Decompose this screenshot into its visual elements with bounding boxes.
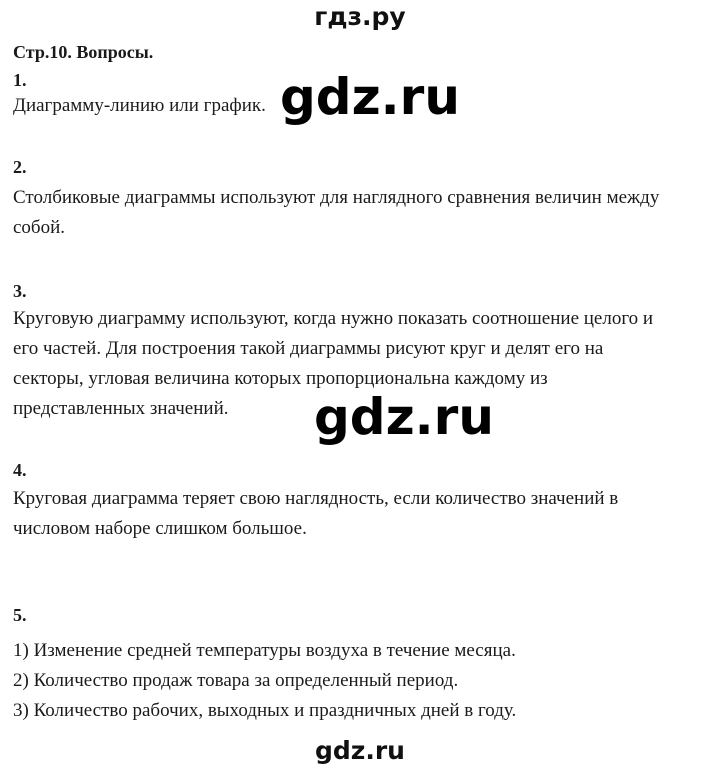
- answer-line: секторы, угловая величина которых пропорциональна каждому из: [13, 368, 548, 389]
- answer-line: собой.: [13, 217, 66, 238]
- question-number-1: 1.: [13, 70, 27, 90]
- answer-text-4: [13, 484, 713, 544]
- watermark-gdz: gdz.ru: [314, 388, 494, 446]
- footer-watermark-gdz: gdz.ru: [315, 736, 405, 765]
- question-number-4: 4.: [13, 460, 27, 480]
- answer-line: 3) Количество рабочих, выходных и праздничных дней в году.: [13, 700, 517, 721]
- answer-line: Диаграмму-линию или график.: [13, 95, 266, 116]
- answer-line: Столбиковые диаграммы используют для наглядного сравнения величин между: [13, 187, 660, 208]
- answer-line: Круговую диаграмму используют, когда нужно показать соотношение целого и: [13, 308, 654, 329]
- page-title: Стр.10. Вопросы.: [13, 42, 154, 62]
- answer-text-5: [13, 636, 713, 726]
- answer-text-2: [13, 183, 713, 243]
- answer-line: 2) Количество продаж товара за определенный период.: [13, 670, 459, 691]
- answer-line: Круговая диаграмма теряет свою наглядность, если количество значений в: [13, 488, 619, 509]
- answer-line: числовом наборе слишком большое.: [13, 518, 307, 539]
- question-number-2: 2.: [13, 157, 27, 177]
- watermark-gdz: gdz.ru: [280, 68, 460, 126]
- site-header-logo[interactable]: гдз.ру: [314, 2, 406, 31]
- question-number-5: 5.: [13, 605, 27, 625]
- answer-line: представленных значений.: [13, 398, 229, 419]
- question-number-3: 3.: [13, 281, 27, 301]
- answer-line: 1) Изменение средней температуры воздуха в течение месяца.: [13, 640, 516, 661]
- answer-line: его частей. Для построения такой диаграммы рисуют круг и делят его на: [13, 338, 604, 359]
